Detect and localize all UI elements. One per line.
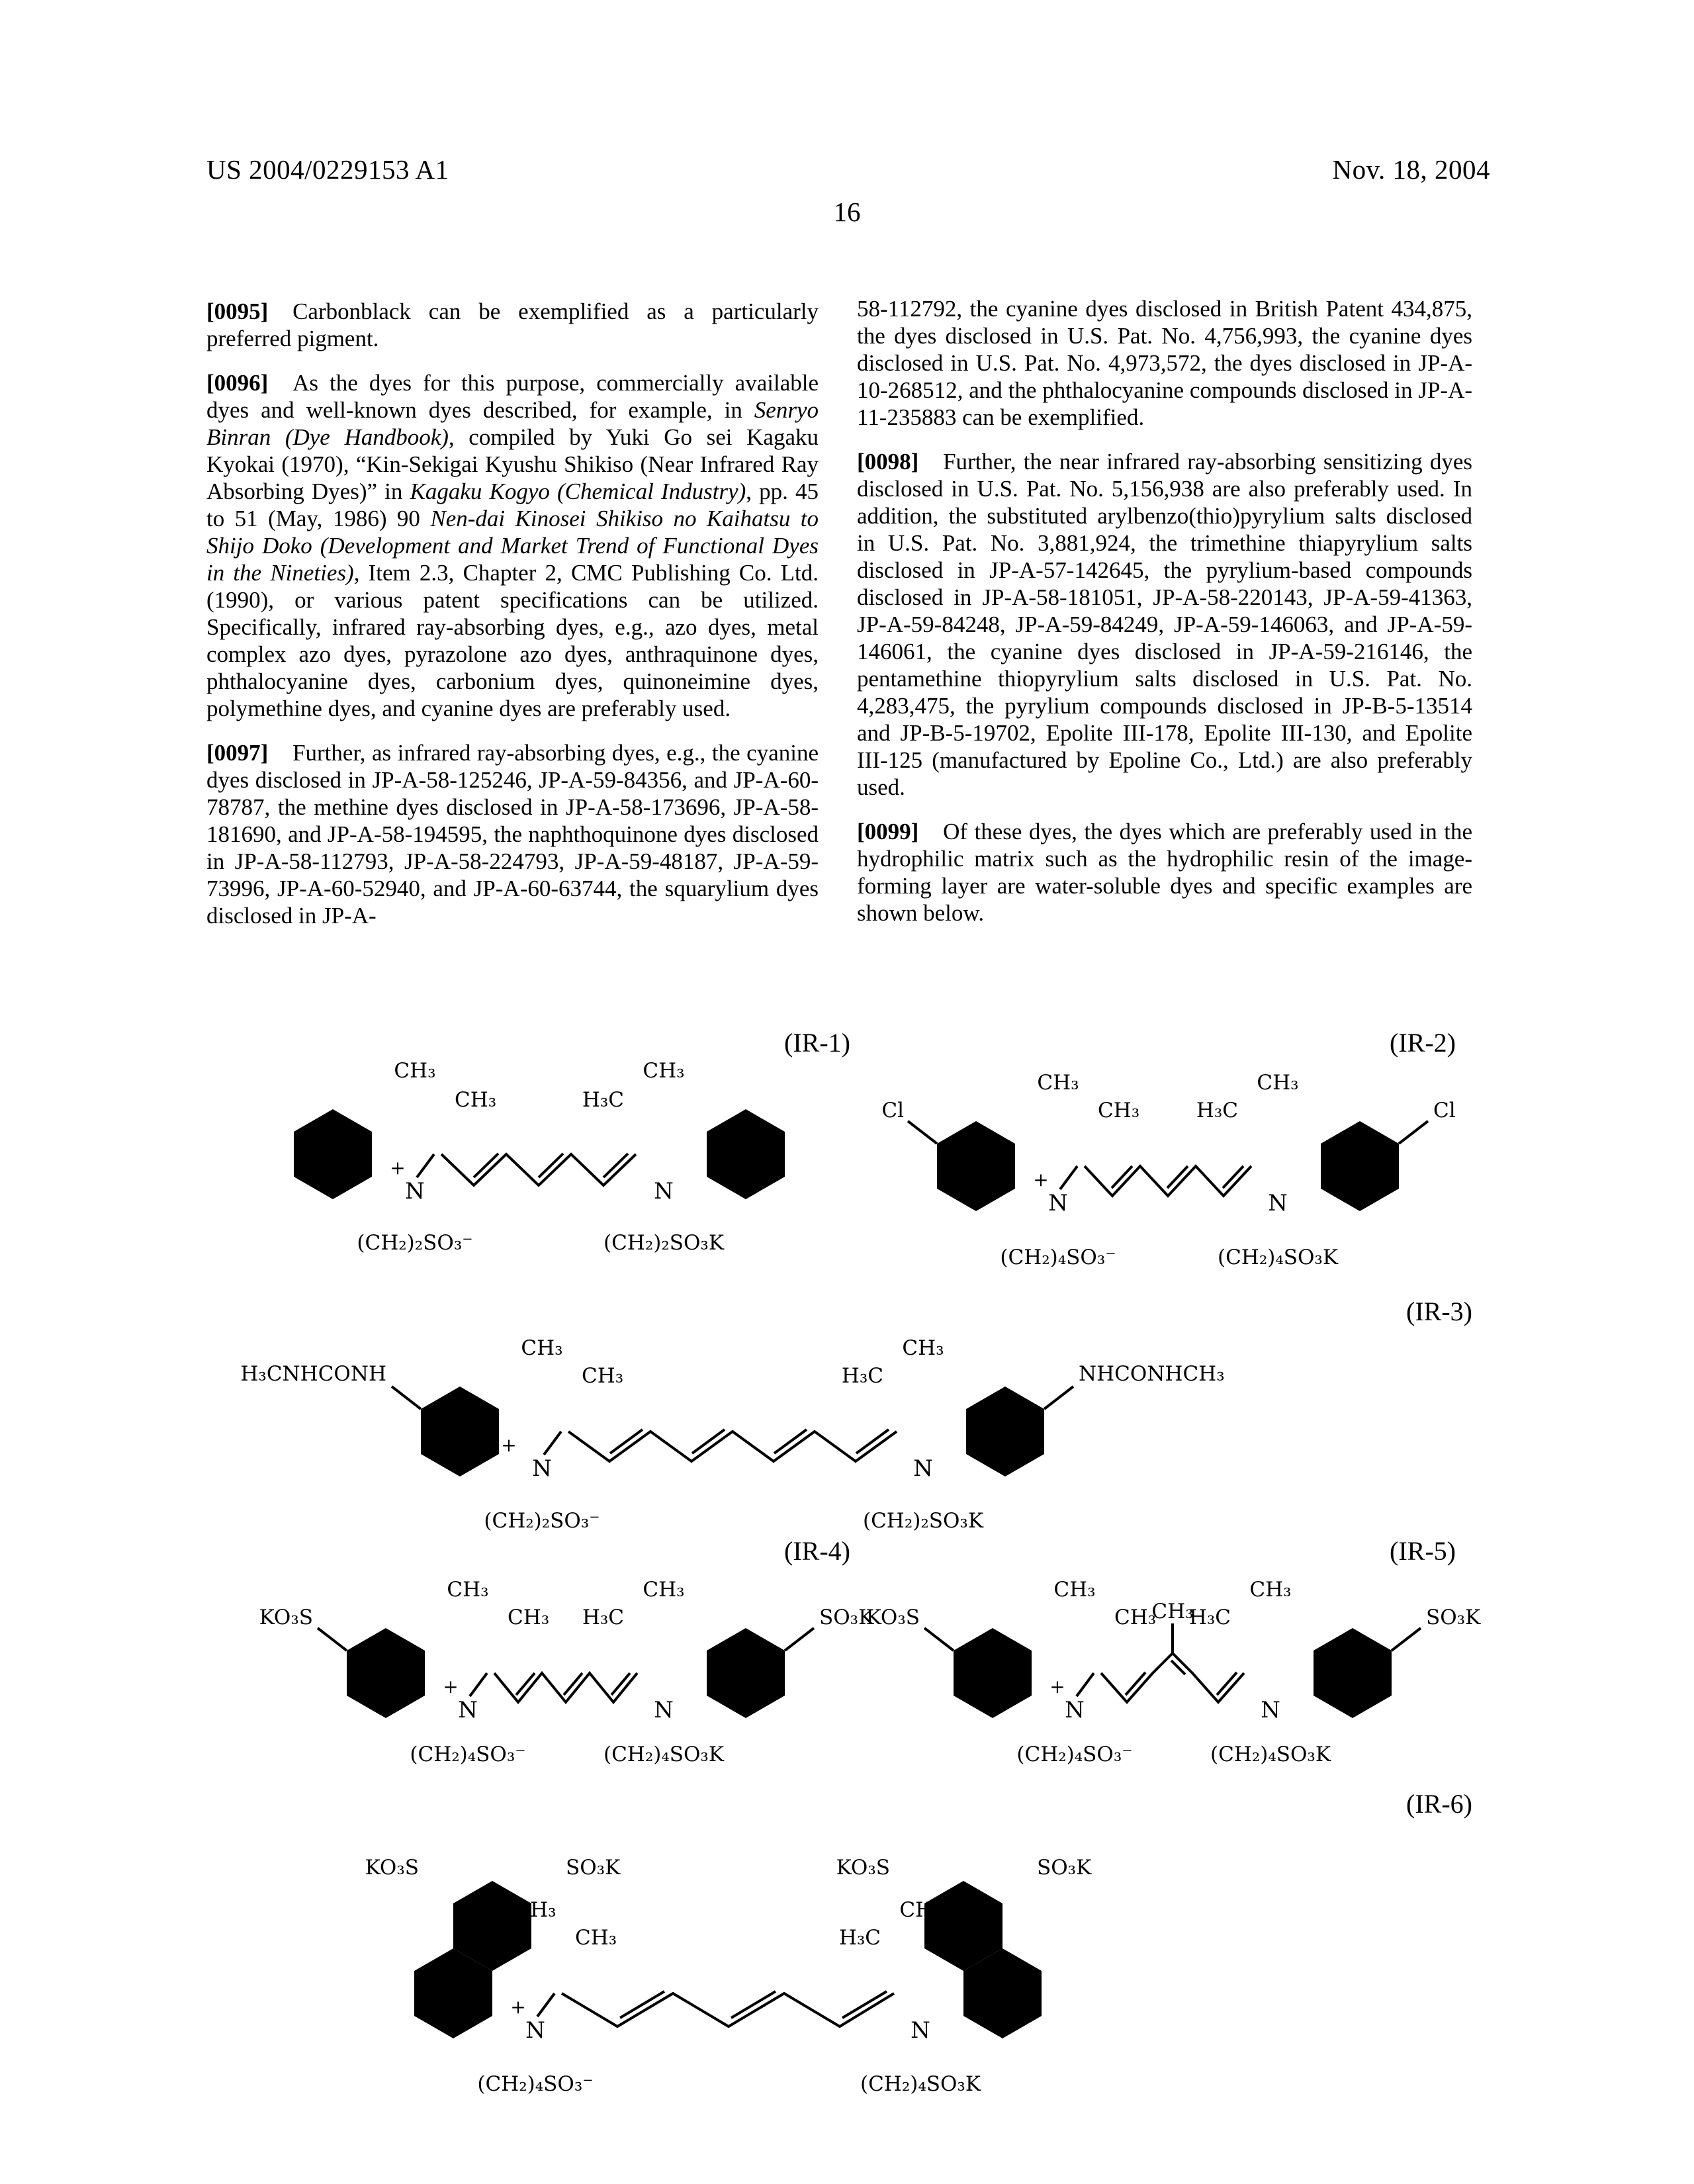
- nitrogen-atom: N: [654, 1178, 674, 1205]
- methyl-label: CH₃: [902, 1336, 944, 1360]
- paragraph-text: 58-112792, the cyanine dyes disclosed in British Patent 434,875, the dyes disclosed in U.S. Pat. No. 4,756,993, the cyanine dyes disclosed in U.S. Pat. No. 4,973,572, the dyes disclosed in JP-A-10-268512, and the phthalocyanine compounds disclosed in JP-A-11-235883 can be exemplified.: [857, 296, 1472, 430]
- nitrogen-atom: N: [525, 2017, 545, 2044]
- sulfo-ring-label: SO₃K: [1037, 1856, 1092, 1880]
- urea-substituent-label: NHCONHCH₃: [1079, 1362, 1225, 1386]
- chlorine-label: Cl: [881, 1099, 904, 1122]
- paragraph-0099: [857, 818, 1472, 927]
- left-text-column: [206, 298, 819, 946]
- formula-label-ir4: (IR-4): [784, 1536, 850, 1566]
- methyl-label: H₃C: [582, 1088, 624, 1112]
- methyl-label: CH₃: [521, 1336, 563, 1360]
- sulfo-ring-label: SO₃K: [1426, 1606, 1481, 1629]
- methyl-label: CH₃: [575, 1926, 617, 1950]
- methyl-label: CH₃: [447, 1578, 489, 1602]
- formula-label-ir2: (IR-2): [1390, 1028, 1456, 1058]
- paragraph-number: [0097]: [206, 740, 269, 766]
- methyl-label: CH₃: [455, 1088, 497, 1112]
- nitrogen-atom: N: [911, 2017, 930, 2044]
- formula-label-ir6: (IR-6): [1406, 1789, 1472, 1819]
- publication-date: Nov. 18, 2004: [1332, 154, 1490, 185]
- methyl-label: CH₃: [1053, 1578, 1096, 1602]
- methyl-label: H₃C: [841, 1364, 883, 1388]
- plus-charge: +: [501, 1434, 517, 1456]
- methyl-label: CH₃: [1249, 1578, 1292, 1602]
- methyl-label: CH₃: [1098, 1099, 1140, 1122]
- nitrogen-atom: N: [654, 1697, 674, 1723]
- structure-ir6-drawing: [255, 1795, 1095, 2103]
- nitrogen-atom: N: [1261, 1697, 1280, 1723]
- methyl-label: CH₃: [514, 1898, 557, 1922]
- plus-charge: +: [390, 1157, 406, 1179]
- sulfo-chain-label: (CH₂)₂SO₃K: [603, 1231, 725, 1255]
- nitrogen-atom: N: [532, 1455, 552, 1482]
- methyl-label: CH₃: [643, 1059, 685, 1083]
- paragraph-text: Of these dyes, the dyes which are preferably used in the hydrophilic matrix such as the hydrophilic resin of the image-forming layer are water-soluble dyes and specific examples are shown below.: [857, 819, 1472, 926]
- formula-label-ir5: (IR-5): [1390, 1536, 1456, 1566]
- paragraph-text: As the dyes for this purpose, commercially available dyes and well-known dyes described, for example, in Senryo Binran (Dye Handbook), compiled by Yuki Go sei Kagaku Kyokai (1970), “Kin-Sekigai Kyushu Shikiso (Near Infrared Ray Absorbing Dyes)” in Kagaku Kogyo (Chemical Industry), pp. 45 to 51 (May, 1986) 90 Nen-dai Kinosei Shikiso no Kaihatsu to Shijo Doko (Development and Market Trend of Functional Dyes in the Nineties), Item 2.3, Chapter 2, CMC Publishing Co. Ltd. (1990), or various patent specifications can be utilized. Specifically, infrared ray-absorbing dyes, e.g., azo dyes, metal complex azo dyes, pyrazolone azo dyes, anthraquinone dyes, phthalocyanine dyes, carbonium dyes, quinoneimine dyes, polymethine dyes, and cyanine dyes are preferably used.: [206, 370, 819, 721]
- sulfo-chain-label: (CH₂)₂SO₃K: [862, 1509, 984, 1533]
- chain-methyl-label: CH₃: [1151, 1600, 1194, 1623]
- sulfo-ring-label: SO₃K: [819, 1606, 874, 1629]
- chlorine-label: Cl: [1433, 1099, 1456, 1122]
- sulfo-ring-label: KO₃S: [866, 1606, 920, 1629]
- plus-charge: +: [1033, 1169, 1049, 1191]
- methyl-label: H₃C: [1188, 1606, 1231, 1629]
- sulfo-ring-label: KO₃S: [365, 1856, 419, 1880]
- structure-ir3-drawing: [240, 1309, 1225, 1534]
- paragraph-text: Further, as infrared ray-absorbing dyes, e.g., the cyanine dyes disclosed in JP-A-58-125246, JP-A-59-84356, and JP-A-60-78787, the methine dyes disclosed in JP-A-58-173696, JP-A-58-181690, and JP-A-58-194595, the naphthoquinone dyes disclosed in JP-A-58-112793, JP-A-58-224793, JP-A-59-48187, JP-A-59-73996, JP-A-60-52940, and JP-A-60-63744, the squarylium dyes disclosed in JP-A-: [206, 740, 819, 929]
- methyl-label: CH₃: [1114, 1606, 1157, 1629]
- sulfo-chain-label: (CH₂)₂SO₃⁻: [357, 1231, 473, 1255]
- sulfo-chain-label: (CH₂)₄SO₃K: [603, 1743, 725, 1766]
- sulfo-chain-label: (CH₂)₄SO₃⁻: [1000, 1246, 1116, 1269]
- paragraph-text: Carbonblack can be exemplified as a particularly preferred pigment.: [206, 298, 819, 351]
- nitrogen-atom: N: [1048, 1190, 1068, 1216]
- nitrogen-atom: N: [1065, 1697, 1085, 1723]
- sulfo-ring-label: KO₃S: [259, 1606, 313, 1629]
- formula-label-ir3: (IR-3): [1406, 1297, 1472, 1326]
- page-number: 16: [833, 197, 861, 227]
- methyl-label: H₃C: [1196, 1099, 1238, 1122]
- sulfo-chain-label: (CH₂)₄SO₃⁻: [410, 1743, 526, 1766]
- methyl-label: CH₃: [508, 1606, 550, 1629]
- methyl-label: CH₃: [582, 1364, 624, 1388]
- paragraph-0097-continuation: [857, 295, 1472, 431]
- methyl-label: CH₃: [899, 1898, 942, 1922]
- methyl-label: CH₃: [643, 1578, 685, 1602]
- nitrogen-atom: N: [458, 1697, 478, 1723]
- sulfo-chain-label: (CH₂)₄SO₃⁻: [1016, 1743, 1133, 1766]
- methyl-label: CH₃: [1257, 1071, 1299, 1095]
- methyl-label: CH₃: [1037, 1071, 1079, 1095]
- paragraph-0096: [206, 369, 819, 722]
- paragraph-text: Further, the near infrared ray-absorbing sensitizing dyes disclosed in U.S. Pat. No. 5,156,938 are also preferably used. In addition, the substituted arylbenzo(thio)pyrylium salts disclosed in U.S. Pat. No. 3,881,924, the trimethine thiapyrylium salts disclosed in JP-A-57-142645, the pyrylium-based compounds disclosed in JP-A-58-181051, JP-A-58-220143, JP-A-59-41363, JP-A-59-84248, JP-A-59-84249, JP-A-59-146063, and JP-A-59-146061, the cyanine dyes disclosed in JP-A-59-216146, the pentamethine thiopyrylium salts disclosed in U.S. Pat. No. 4,283,475, the pyrylium compounds disclosed in JP-B-5-13514 and JP-B-5-19702, Epolite III-178, Epolite III-130, and Epolite III-125 (manufactured by Epoline Co., Ltd.) are also preferably used.: [857, 449, 1472, 800]
- paragraph-0098: [857, 448, 1472, 801]
- sulfo-ring-label: SO₃K: [566, 1856, 621, 1880]
- paragraph-number: [0095]: [206, 298, 269, 324]
- sulfo-chain-label: (CH₂)₄SO₃K: [1217, 1246, 1339, 1269]
- paragraph-number: [0099]: [857, 819, 919, 844]
- structure-ir5-drawing: [860, 1561, 1489, 1769]
- right-text-column: [857, 295, 1472, 944]
- paragraph-number: [0096]: [206, 370, 269, 396]
- urea-substituent-label: H₃CNHCONH: [240, 1362, 386, 1386]
- plus-charge: +: [1049, 1676, 1065, 1698]
- formula-label-ir1: (IR-1): [784, 1028, 850, 1058]
- nitrogen-atom: N: [405, 1178, 425, 1205]
- nitrogen-atom: N: [913, 1455, 933, 1482]
- plus-charge: +: [443, 1676, 459, 1698]
- structure-ir2-drawing: [860, 1054, 1476, 1272]
- paragraph-number: [0098]: [857, 449, 919, 475]
- sulfo-chain-label: (CH₂)₄SO₃K: [1210, 1743, 1331, 1766]
- methyl-label: CH₃: [394, 1059, 436, 1083]
- sulfo-chain-label: (CH₂)₄SO₃K: [860, 2072, 981, 2096]
- sulfo-chain-label: (CH₂)₂SO₃⁻: [484, 1509, 600, 1533]
- plus-charge: +: [510, 1996, 526, 2018]
- structure-ir1-drawing: [255, 1054, 824, 1259]
- paragraph-0097: [206, 739, 819, 929]
- methyl-label: H₃C: [838, 1926, 881, 1950]
- sulfo-ring-label: KO₃S: [836, 1856, 890, 1880]
- paragraph-0095: [206, 298, 819, 352]
- methyl-label: H₃C: [582, 1606, 624, 1629]
- publication-number: US 2004/0229153 A1: [206, 154, 449, 185]
- structure-ir4-drawing: [255, 1561, 883, 1769]
- nitrogen-atom: N: [1268, 1190, 1288, 1216]
- sulfo-chain-label: (CH₂)₄SO₃⁻: [477, 2072, 594, 2096]
